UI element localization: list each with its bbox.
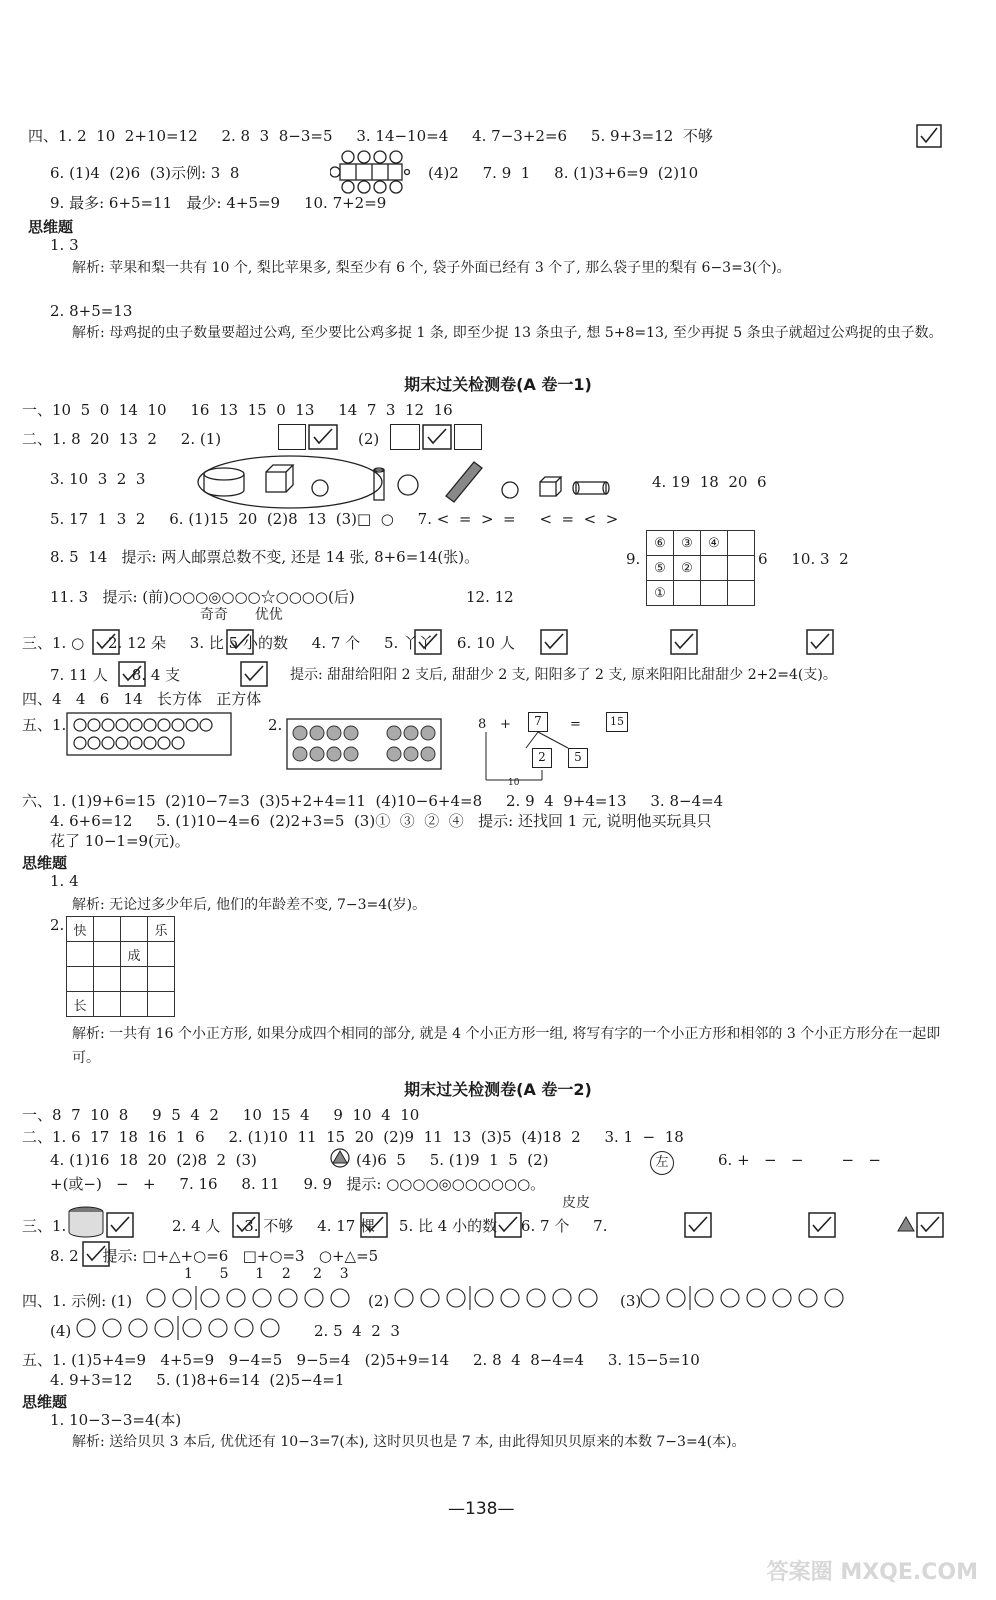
word-grid: 快 乐 成 长 <box>66 916 175 1017</box>
s2-row-5a: 8. 5 14 提示: 两人邮票总数不变, 还是 14 张, 8+6=14(张)。 <box>50 548 480 566</box>
triangle-icon <box>896 1214 916 1234</box>
checkmark-icon <box>540 629 568 655</box>
s3-row-4b: 皮皮 <box>562 1195 590 1211</box>
grid-puzzle: ⑥ ③ ④ ⑤ ② ① <box>646 530 755 606</box>
s3-row-3d: 6. + − − − − <box>718 1151 881 1169</box>
checkmark-icon <box>808 1212 836 1238</box>
s1-think-1: 1. 3 <box>50 236 79 254</box>
checkmark-icon <box>226 629 254 655</box>
s2-row-5c: 6 10. 3 2 <box>758 550 849 568</box>
solid-shapes-icon <box>196 452 620 512</box>
s2-row-5b: 9. <box>626 550 641 568</box>
think-heading: 思维题 <box>22 1393 68 1411</box>
triangle-icon <box>330 1148 350 1168</box>
s2-row-9: 四、4 4 6 14 长方体 正方体 <box>22 690 262 708</box>
s1-row-3: 9. 最多: 6+5=11 最少: 4+5=9 10. 7+2=9 <box>50 194 387 212</box>
s3-think-1: 1. 10−3−3=4(本) <box>50 1411 182 1429</box>
s2-think-1: 1. 4 <box>50 872 79 890</box>
s3-row-7a: 四、1. 示例: (1) <box>22 1292 133 1310</box>
s3-row-6b: 1 5 1 2 2 3 <box>184 1266 349 1282</box>
checkmark-icon <box>494 1212 522 1238</box>
balls-box-icon <box>286 718 442 770</box>
checkmark-icon <box>806 629 834 655</box>
checkmark-icon <box>232 1212 260 1238</box>
s3-row-4: +(或−) − + 7. 16 8. 11 9. 9 提示: ○○○○◎○○○○○○。 <box>50 1175 546 1193</box>
s3-row-3a: 4. (1)16 18 20 (2)8 2 (3) <box>50 1151 257 1169</box>
checkmark-icon <box>106 1212 134 1238</box>
s2-row-10b: 2. <box>268 716 283 734</box>
checkmark-icon <box>118 661 146 687</box>
s2-row-11: 六、1. (1)9+6=15 (2)10−7=3 (3)5+2+4=11 (4)10−6+4=8 2. 9 4 9+4=13 3. 8−4=4 <box>22 792 724 810</box>
s2-row-8a: 7. 11 人 8. 4 支 <box>50 666 181 684</box>
s3-row-7c: (3) <box>620 1292 642 1310</box>
table-chairs-icon <box>330 150 410 194</box>
page-number: —138— <box>448 1499 515 1519</box>
s3-row-8b: 2. 5 4 2 3 <box>314 1322 400 1340</box>
s3-row-2: 二、1. 6 17 18 16 1 6 2. (1)10 11 15 20 (2)9 11 13 (3)5 (4)18 2 3. 1 − 18 <box>22 1128 684 1146</box>
think-heading: 思维题 <box>22 854 68 872</box>
s1-row-2a: 6. (1)4 (2)6 (3)示例: 3 8 <box>50 164 240 182</box>
s2-row-3a: 3. 10 3 2 3 <box>50 470 146 488</box>
checkmark-icon <box>240 661 268 687</box>
s2-row-6c: 奇奇 优优 <box>200 607 283 623</box>
s2-row-6b: 12. 12 <box>466 588 514 606</box>
answer-box <box>390 424 420 450</box>
flowers-icon <box>74 1314 284 1342</box>
checkmark-icon <box>916 1212 944 1238</box>
s2-row-6a: 11. 3 提示: (前)○○○◎○○○☆○○○○(后) <box>50 588 355 606</box>
circled-left: 左 <box>650 1151 674 1175</box>
answer-box <box>454 424 482 450</box>
checkmark-icon <box>916 124 942 148</box>
checkmark-icon <box>684 1212 712 1238</box>
section-title: 期末过关检测卷(A 卷一1) <box>404 375 592 394</box>
checkmark-icon <box>92 629 120 655</box>
checkmark-icon <box>308 424 338 450</box>
s2-row-4: 5. 17 1 3 2 6. (1)15 20 (2)8 13 (3)□ ○ 7. < = > = < = < > <box>50 510 619 528</box>
s3-row-9: 五、1. (1)5+4=9 4+5=9 9−4=5 9−5=4 (2)5+9=14 2. 8 4 8−4=4 3. 15−5=10 <box>22 1351 700 1369</box>
s3-think-1-explain: 解析: 送给贝贝 3 本后, 优优还有 10−3=7(本), 这时贝贝也是 7 本, 由此得知贝贝原来的本数 7−3=4(本)。 <box>72 1434 746 1450</box>
s3-row-5b: 2. 4 人 3. 不够 4. 17 棵 5. 比 4 小的数 6. 7 个 7. <box>172 1217 608 1235</box>
s2-row-10a: 五、1. <box>22 716 67 734</box>
s2-row-12: 4. 6+6=12 5. (1)10−4=6 (2)2+3=5 (3)① ③ ② ④ 提示: 还找回 1 元, 说明他买玩具只 <box>50 812 712 830</box>
s1-row-1: 四、1. 2 10 2+10=12 2. 8 3 8−3=5 3. 14−10=4 4. 7−3+2=6 5. 9+3=12 不够 <box>28 127 713 145</box>
s1-row-2b: (4)2 7. 9 1 8. (1)3+6=9 (2)10 <box>428 164 699 182</box>
s3-row-8a: (4) <box>50 1322 72 1340</box>
checkmark-icon <box>414 629 442 655</box>
s3-row-3b: (4)6 5 5. (1)9 1 5 (2) <box>356 1151 549 1169</box>
s2-row-1: 一、10 5 0 14 10 16 13 15 0 13 14 7 3 12 16 <box>22 401 453 419</box>
flowers-icon <box>144 1284 354 1312</box>
s2-think-2: 2. <box>50 916 65 934</box>
s2-think-1-explain: 解析: 无论过多少年后, 他们的年龄差不变, 7−3=4(岁)。 <box>72 897 427 913</box>
s1-think-1-explain: 解析: 苹果和梨一共有 10 个, 梨比苹果多, 梨至少有 6 个, 袋子外面已经有 3 个了, 那么袋子里的梨有 6−3=3(个)。 <box>72 260 791 276</box>
s2-row-7: 三、1. ○ 2. 12 朵 3. 比 5 小的数 4. 7 个 5. 丫丫 6. 10 人 <box>22 634 515 652</box>
checkmark-icon <box>82 1241 110 1267</box>
s3-row-6: 8. 2 提示: □+△+○=6 □+○=3 ○+△=5 <box>50 1247 379 1265</box>
checkmark-icon <box>670 629 698 655</box>
section-title: 期末过关检测卷(A 卷一2) <box>404 1080 592 1099</box>
s1-think-2: 2. 8+5=13 <box>50 302 133 320</box>
flowers-icon <box>392 1284 602 1312</box>
s2-row-3b: 4. 19 18 20 6 <box>652 473 767 491</box>
think-heading: 思维题 <box>28 218 74 236</box>
circles-box-icon <box>66 712 232 756</box>
answer-box <box>278 424 306 450</box>
s3-row-1: 一、8 7 10 8 9 5 4 2 10 15 4 9 10 4 10 <box>22 1106 420 1124</box>
s2-think-2-explain: 解析: 一共有 16 个小正方形, 如果分成四个相同的部分, 就是 4 个小正方形一组, 将写有字的一个小正方形和相邻的 3 个小正方形分在一起即可。 <box>72 1026 941 1066</box>
s3-row-5a: 三、1. <box>22 1217 67 1235</box>
checkmark-icon <box>360 1212 388 1238</box>
s2-row-13: 花了 10−1=9(元)。 <box>50 832 190 850</box>
checkmark-icon <box>422 424 452 450</box>
s2-row-2b: (2) <box>358 430 380 448</box>
s3-row-7b: (2) <box>368 1292 390 1310</box>
watermark-logo: 答案圈 MXQE.COM <box>766 1560 978 1585</box>
cylinder-icon <box>66 1205 106 1239</box>
s1-think-2-explain: 解析: 母鸡捉的虫子数量要超过公鸡, 至少要比公鸡多捉 1 条, 即至少捉 13 条虫子, 想 5+8=13, 至少再捉 5 条虫子就超过公鸡捉的虫子数。 <box>72 325 943 341</box>
s2-row-2a: 二、1. 8 20 13 2 2. (1) <box>22 430 222 448</box>
s3-row-10: 4. 9+3=12 5. (1)8+6=14 (2)5−4=1 <box>50 1371 345 1389</box>
flowers-icon <box>638 1284 848 1312</box>
s2-row-8b: 提示: 甜甜给阳阳 2 支后, 甜甜少 2 支, 阳阳多了 2 支, 原来阳阳比甜甜少 2+2=4(支)。 <box>290 667 837 683</box>
